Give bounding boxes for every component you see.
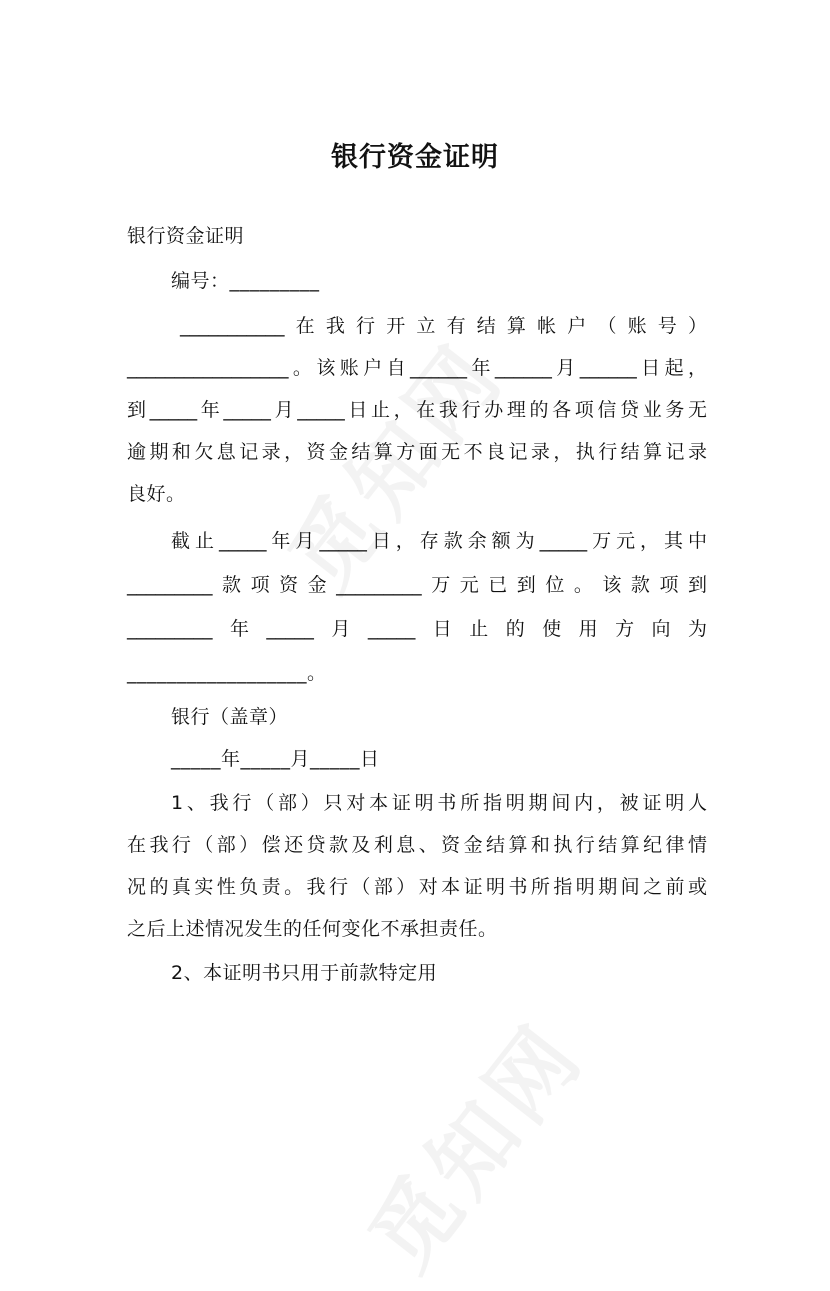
signature-date: _____年_____月_____日 (171, 748, 380, 770)
note-line: 况的真实性负责。我行（部）对本证明书所指明期间之前或 (127, 876, 707, 898)
paragraph-line: _________________。该账户自______年______月______日起， (127, 357, 707, 379)
watermark (335, 993, 606, 1291)
note-line: 之后上述情况发生的任何变化不承担责任。 (127, 918, 498, 940)
document-title: 银行资金证明 (331, 142, 499, 173)
note-line: 1、我行（部）只对本证明书所指明期间内，被证明人 (171, 792, 707, 814)
paragraph-line: 逾期和欠息记录，资金结算方面无不良记录，执行结算记录 (127, 441, 707, 463)
paragraph-line: 良好。 (127, 483, 186, 505)
paragraph-line: 到_____年_____月_____日止，在我行办理的各项信贷业务无 (127, 399, 707, 421)
paragraph-line: ___________在我行开立有结算帐户（账号） (180, 315, 707, 337)
note-line: 2、本证明书只用于前款特定用 (171, 962, 438, 984)
paragraph-line: 截止_____年月_____日，存款余额为_____万元，其中 (171, 530, 707, 552)
bank-seal-label: 银行（盖章） (171, 706, 289, 728)
number-line: 编号：_________ (171, 270, 320, 292)
paragraph-line: __________________。 (127, 662, 327, 684)
document-subtitle: 银行资金证明 (127, 225, 245, 247)
note-line: 在我行（部）偿还贷款及利息、资金结算和执行结算纪律情 (127, 834, 707, 856)
paragraph-line: _________年_____月_____日止的使用方向为 (127, 618, 707, 640)
paragraph-line: _________款项资金_________万元已到位。该款项到 (127, 574, 707, 596)
